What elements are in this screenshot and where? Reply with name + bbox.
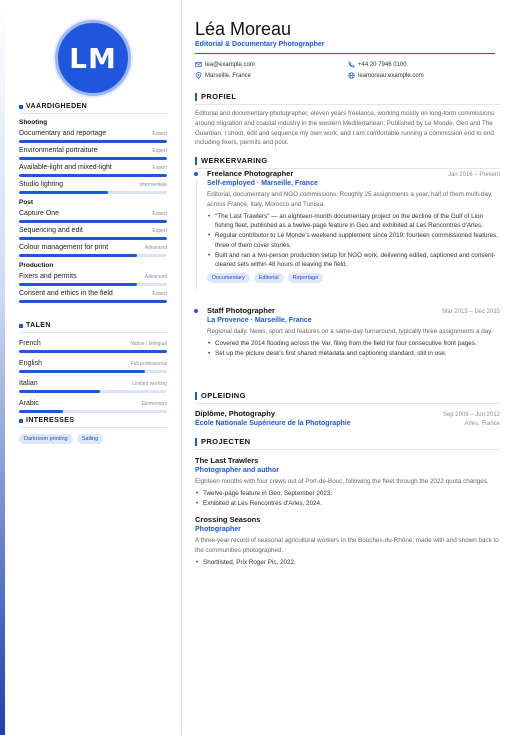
skill-item: [19, 290, 167, 303]
languages-list: [19, 340, 167, 413]
skill-bar: [19, 283, 167, 286]
experience-heading: [195, 156, 500, 169]
job-title: Freelance Photographer: [207, 169, 294, 178]
job-bullets: [207, 339, 500, 359]
avatar: LM: [55, 20, 131, 96]
timeline-dot: [194, 309, 198, 313]
projects-section: [195, 437, 500, 568]
skill-level: Native / bilingual: [130, 341, 167, 347]
profile-heading: [195, 92, 500, 105]
skill-name: Fixers and permits: [19, 273, 77, 280]
skill-bar: [19, 157, 167, 160]
skill-bar: [19, 140, 167, 143]
job-org: Self-employed · Marseille, France: [207, 180, 318, 187]
job-bullets: [207, 212, 500, 271]
job-dates: Jan 2016 – Present: [447, 172, 500, 178]
job-tag: Reportage: [288, 273, 324, 283]
profile-text: Editorial and documentary photographer, eleven years freelance, working mostly on long-form commissions around migration and coastal industry in the western Mediterranean. Published by Le Monde, Geo and The Guardian. I shoot, edit and sequence my own work, and I am comfortable running a commission end to end including fixers, permits and post.: [195, 110, 495, 147]
skill-level: Expert: [152, 228, 167, 234]
interests-heading-label: INTERESSES: [26, 417, 75, 424]
job-bullet: • Set up the picture desk's first shared metadata and captioning standard, still in use.: [207, 349, 500, 359]
interests-list: [19, 434, 167, 444]
skill-name: Italian: [19, 380, 38, 387]
timeline-line: [196, 180, 197, 290]
skill-level: Intermediate: [139, 182, 167, 188]
skill-group-label: Post: [19, 199, 34, 206]
skill-item: [19, 147, 167, 160]
job-dates: Mar 2013 – Dec 2015: [442, 309, 500, 315]
job-org: La Provence · Marseille, France: [207, 317, 312, 324]
skill-item: [19, 164, 167, 177]
projects-heading-label: PROJECTEN: [201, 437, 251, 446]
project-bullet: • Shortlisted, Prix Roger Pic, 2022.: [195, 558, 500, 568]
skill-level: Advanced: [144, 245, 167, 251]
skill-bar-fill: [19, 410, 63, 413]
skill-level: Expert: [152, 131, 167, 137]
skill-bar: [19, 254, 167, 257]
timeline-dot: [194, 172, 198, 176]
envelope-icon: [195, 61, 202, 68]
skill-item: [19, 244, 167, 257]
interest-tag: Sailing: [77, 434, 104, 444]
language-item: [19, 400, 167, 413]
project-bullet: • Exhibited at Les Rencontres d'Arles, 2024.: [195, 499, 500, 509]
location-text: Marseille, France: [205, 72, 252, 79]
person-title: Editorial & Documentary Photographer: [195, 41, 325, 48]
skill-bar-fill: [19, 174, 167, 177]
skill-level: Expert: [152, 211, 167, 217]
project-title: Crossing Seasons: [195, 515, 261, 525]
project-entry: [195, 515, 500, 567]
skill-item: [19, 210, 167, 223]
skill-bar: [19, 174, 167, 177]
skill-group-label: Production: [19, 262, 54, 269]
heading-accent-bar: [195, 392, 197, 400]
job-tag: Documentary: [207, 273, 250, 283]
experience-section: [195, 156, 500, 169]
job-tag: Editorial: [254, 273, 284, 283]
person-name: Léa Moreau: [195, 19, 292, 39]
job-bullet: • Regular contributor to Le Monde's weekend supplement since 2019; fourteen commissioned features, three of them cover stories.: [207, 231, 500, 251]
languages-heading-label: TALEN: [26, 322, 51, 329]
education-heading: [195, 391, 500, 404]
experience-heading-label: WERKERVARING: [201, 156, 268, 165]
header-divider: [195, 53, 495, 54]
square-bullet-icon: [19, 105, 23, 109]
skill-name: Documentary and reportage: [19, 130, 107, 137]
heading-accent-bar: [195, 438, 197, 446]
skill-level: Expert: [152, 165, 167, 171]
job-summary: Regional daily. News, sport and features on a same-day turnaround, typically three assignments a day.: [207, 328, 493, 335]
skill-group-label: Shooting: [19, 119, 48, 126]
project-role: Photographer and author: [195, 467, 279, 474]
project-role: Photographer: [195, 526, 241, 534]
skill-bar: [19, 390, 167, 393]
language-item: [19, 360, 167, 373]
skill-name: Consent and ethics in the field: [19, 290, 113, 297]
languages-heading: [19, 322, 167, 333]
contact-phone[interactable]: [348, 61, 407, 68]
skill-name: Arabic: [19, 400, 39, 407]
skill-level: Elementary: [141, 401, 167, 407]
interest-tag: Darkroom printing: [19, 434, 73, 444]
education-school: École Nationale Supérieure de la Photographie: [195, 420, 351, 427]
skill-item: [19, 273, 167, 286]
skills-heading-label: VAARDIGHEDEN: [26, 103, 88, 110]
job-entry: [207, 169, 500, 283]
skill-item: [19, 227, 167, 240]
interests-heading: [19, 417, 167, 428]
project-text: A three-year record of seasonal agricultural workers in the Bouches-du-Rhône, made with and shown back to the communities photographed.: [195, 537, 499, 554]
project-title: The Last Trawlers: [195, 456, 259, 465]
phone-text: +44 20 7946 0100: [358, 61, 407, 68]
heading-accent-bar: [195, 157, 197, 165]
skill-name: Environmental portraiture: [19, 147, 98, 154]
skill-bar-fill: [19, 300, 167, 303]
skill-item: [19, 181, 167, 194]
job-tags: [207, 273, 500, 283]
skill-bar: [19, 300, 167, 303]
heading-accent-bar: [195, 93, 197, 101]
email-text: lea@example.com: [205, 61, 255, 68]
skill-bar-fill: [19, 370, 145, 373]
profile-heading-label: PROFIEL: [201, 92, 237, 101]
education-place: Arles, France: [464, 421, 500, 427]
website-text: leamoreau.example.com: [358, 72, 424, 79]
skill-item: [19, 130, 167, 143]
project-bullets: [195, 558, 500, 568]
square-bullet-icon: [19, 419, 23, 423]
skill-level: Limited working: [132, 381, 167, 387]
skill-bar-fill: [19, 254, 137, 257]
job-bullet: • Built and ran a two-person production setup for NGO work, delivering edited, captioned and consent-cleared sets within 48 hours of leaving the field.: [207, 251, 500, 271]
skill-name: Studio lighting: [19, 181, 63, 188]
skill-bar: [19, 370, 167, 373]
skill-level: Expert: [152, 148, 167, 154]
sidebar: [0, 0, 182, 735]
skill-bar: [19, 220, 167, 223]
language-item: [19, 380, 167, 393]
language-item: [19, 340, 167, 353]
skill-level: Full professional: [130, 361, 167, 367]
skill-bar-fill: [19, 157, 167, 160]
skill-bar-fill: [19, 220, 167, 223]
skill-bar-fill: [19, 237, 167, 240]
education-heading-label: OPLEIDING: [201, 391, 246, 400]
education-section: [195, 391, 500, 427]
skill-bar-fill: [19, 390, 100, 393]
contact-website[interactable]: [348, 72, 424, 79]
project-text: Eighteen months with four crews out of Port-de-Bouc, following the fleet through the 2022 quota changes.: [195, 478, 489, 485]
contact-location: [195, 72, 251, 79]
skill-name: French: [19, 340, 41, 347]
project-bullet: • Twelve-page feature in Geo, September 2023.: [195, 489, 500, 499]
skills-list: [19, 119, 167, 303]
skill-bar: [19, 191, 167, 194]
skill-bar-fill: [19, 140, 167, 143]
projects-heading: [195, 437, 500, 450]
skill-bar-fill: [19, 283, 137, 286]
skill-name: Sequencing and edit: [19, 227, 83, 234]
skill-bar: [19, 237, 167, 240]
skill-name: Available-light and mixed-light: [19, 164, 112, 171]
skill-bar-fill: [19, 350, 167, 353]
job-title: Staff Photographer: [207, 306, 275, 315]
skill-name: Capture One: [19, 210, 60, 217]
skill-level: Expert: [152, 291, 167, 297]
job-summary: Editorial, documentary and NGO commissions. Roughly 25 assignments a year, half of them multi-day, across France, Italy, Morocco and Tunisia.: [207, 191, 493, 208]
education-degree: Diplôme, Photography: [195, 409, 276, 418]
phone-icon: [348, 61, 355, 68]
project-entry: [195, 456, 500, 508]
skill-bar: [19, 350, 167, 353]
skill-level: Advanced: [144, 274, 167, 280]
education-dates: Sep 2009 – Jun 2012: [442, 412, 500, 418]
contact-email[interactable]: [195, 61, 255, 68]
skills-heading: [19, 103, 167, 114]
job-bullet: • Covered the 2014 flooding across the Var, filing from the field for four consecutive front pages.: [207, 339, 500, 349]
skill-name: English: [19, 360, 42, 367]
skill-name: Colour management for print: [19, 244, 109, 251]
location-pin-icon: [195, 72, 202, 79]
job-entry: [207, 306, 500, 358]
skill-bar-fill: [19, 191, 108, 194]
profile-section: [195, 92, 500, 148]
globe-icon: [348, 72, 355, 79]
skill-bar: [19, 410, 167, 413]
square-bullet-icon: [19, 324, 23, 328]
project-bullets: [195, 489, 500, 509]
job-bullet: • "The Last Trawlers" — an eighteen-month documentary project on the decline of the Gulf of Lion fishing fleet, published as a twelve-page feature in Geo and exhibited at Les Rencontres d'Arles.: [207, 212, 500, 232]
